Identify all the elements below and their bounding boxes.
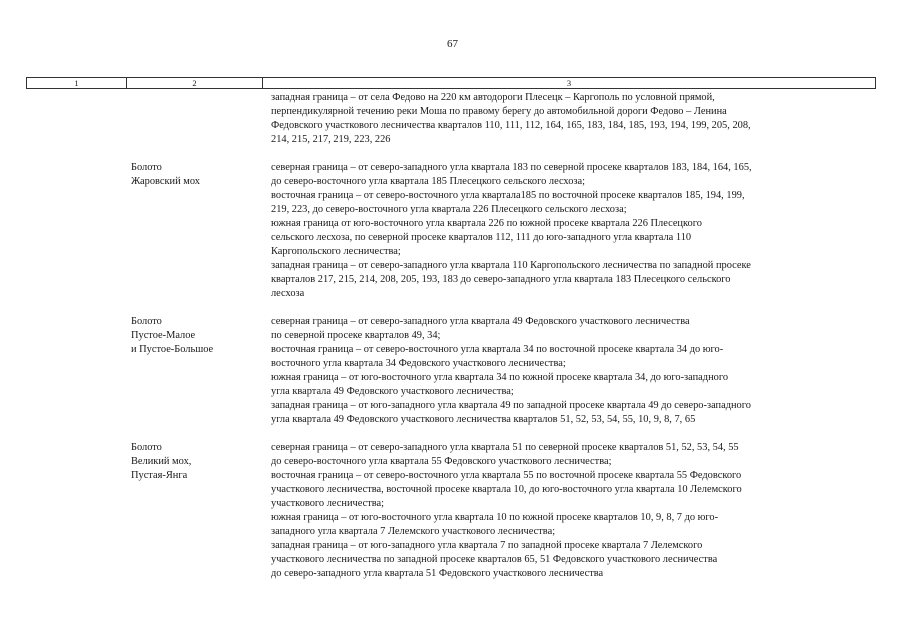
- boundary-description-line: Федовского участкового лесничества кварталов 110, 111, 112, 164, 165, 183, 184, 185, 193, 194, 199, 205, 208,: [271, 120, 751, 131]
- swamp-name-cell: [131, 441, 267, 581]
- boundary-description-cell: [267, 91, 876, 147]
- boundary-description-line: южная граница – от юго-восточного угла квартала 34 по южной просеке квартала 34, до юго-западного: [271, 372, 729, 383]
- boundary-description-line: западного угла квартала 7 Лелемского участкового лесничества;: [271, 526, 556, 537]
- swamp-name-line: Пустая-Янга: [131, 470, 188, 481]
- table-body: [26, 91, 876, 581]
- boundary-description-line: участкового лесничества, восточной просеке квартала 10, до юго-восточного угла квартала 10 Лелемского: [271, 484, 742, 495]
- swamp-name-line: Пустое-Малое: [131, 330, 196, 341]
- boundary-description-line: южная граница – от юго-восточного угла квартала 10 по южной просеке кварталов 10, 9, 8, 7 до юго-: [271, 512, 719, 523]
- boundary-description-line: перпендикулярной течению реки Моша по правому берегу до автомобильной дороги Федово – Ленина: [271, 106, 727, 117]
- swamp-name-cell: [131, 161, 267, 301]
- table-header-col-3: 3: [262, 78, 875, 88]
- boundary-description-line: южная граница от юго-восточного угла квартала 226 по южной просеке квартала 226 Плесецкого: [271, 218, 702, 229]
- boundary-description-line: по северной просеке кварталов 49, 34;: [271, 330, 441, 341]
- boundary-description-line: северная граница – от северо-западного угла квартала 51 по северной просеке кварталов 51, 52, 53, 54, 55: [271, 442, 739, 453]
- swamp-name-line: Жаровский мох: [131, 176, 200, 187]
- boundary-description-line: сельского лесхоза, по северной просеке кварталов 112, 111 до юго-западного угла квартала 110: [271, 232, 692, 243]
- table-row: [26, 161, 876, 301]
- boundary-description-line: западная граница – от села Федово на 220 км автодороги Плесецк – Каргополь по условной прямой,: [271, 92, 715, 103]
- swamp-name-line: и Пустое-Большое: [131, 344, 214, 355]
- boundary-description-line: восточная граница – от северо-восточного угла квартала 55 по восточной просеке квартала 55 Федовского: [271, 470, 742, 481]
- boundary-description-line: до северо-западного угла квартала 51 Федовского участкового лесничества: [271, 568, 604, 579]
- boundary-description-line: 214, 215, 217, 219, 223, 226: [271, 134, 391, 145]
- boundary-description-cell: [267, 441, 876, 581]
- table-header-col-2: 2: [126, 78, 262, 88]
- swamp-name-line: Болото: [131, 442, 162, 453]
- boundary-description-line: западная граница – от северо-западного угла квартала 110 Каргопольского лесничества по западной просеке: [271, 260, 751, 271]
- boundary-description-line: до северо-восточного угла квартала 185 Плесецкого сельского лесхоза;: [271, 176, 586, 187]
- swamp-name-line: Болото: [131, 316, 162, 327]
- table-header-col-1: 1: [74, 78, 79, 88]
- swamp-name-cell: [131, 91, 267, 147]
- boundary-description-line: западная граница – от юго-западного угла квартала 7 по западной просеке квартала 7 Лелемского: [271, 540, 703, 551]
- boundary-description-line: Каргопольского лесничества;: [271, 246, 401, 257]
- swamp-name-line: Великий мох,: [131, 456, 192, 467]
- boundary-description-cell: [267, 161, 876, 301]
- page-number: 67: [447, 38, 458, 50]
- swamp-name-line: Болото: [131, 162, 162, 173]
- boundary-description-cell: [267, 315, 876, 427]
- boundary-description-line: лесхоза: [271, 288, 305, 299]
- table-header-row: [26, 77, 876, 89]
- table-row: [26, 441, 876, 581]
- boundary-description-line: угла квартала 49 Федовского участкового лесничества кварталов 51, 52, 53, 54, 55, 10, 9, 8, 7, 65: [271, 414, 696, 425]
- boundary-description-line: участкового лесничества;: [271, 498, 385, 509]
- table-row: [26, 315, 876, 427]
- boundary-description-line: северная граница – от северо-западного угла квартала 183 по северной просеке кварталов 183, 184, 164, 165,: [271, 162, 752, 173]
- boundary-description-line: восточная граница – от северо-восточного угла квартала185 по восточной просеке кварталов 185, 194, 199,: [271, 190, 745, 201]
- boundary-description-line: северная граница – от северо-западного угла квартала 49 Федовского участкового лесничества: [271, 316, 690, 327]
- boundary-description-line: до северо-восточного угла квартала 55 Федовского участкового лесничества;: [271, 456, 612, 467]
- swamp-name-cell: [131, 315, 267, 427]
- table-row: [26, 91, 876, 147]
- boundary-description-line: восточная граница – от северо-восточного угла квартала 34 по восточной просеке квартала 34 до юго-: [271, 344, 724, 355]
- boundary-description-line: восточного угла квартала 34 Федовского участкового лесничества;: [271, 358, 566, 369]
- boundary-description-line: угла квартала 49 Федовского участкового лесничества;: [271, 386, 514, 397]
- boundary-description-line: 219, 223, до северо-восточного угла квартала 226 Плесецкого сельского лесхоза;: [271, 204, 627, 215]
- boundary-description-line: кварталов 217, 215, 214, 208, 205, 193, 183 до северо-западного угла квартала 183 Плесецкого сельского: [271, 274, 731, 285]
- boundary-description-line: участкового лесничества по западной просеке кварталов 65, 51 Федовского участкового лесничества: [271, 554, 718, 565]
- boundary-description-line: западная граница – от юго-западного угла квартала 49 по западной просеке квартала 49 до северо-западного: [271, 400, 751, 411]
